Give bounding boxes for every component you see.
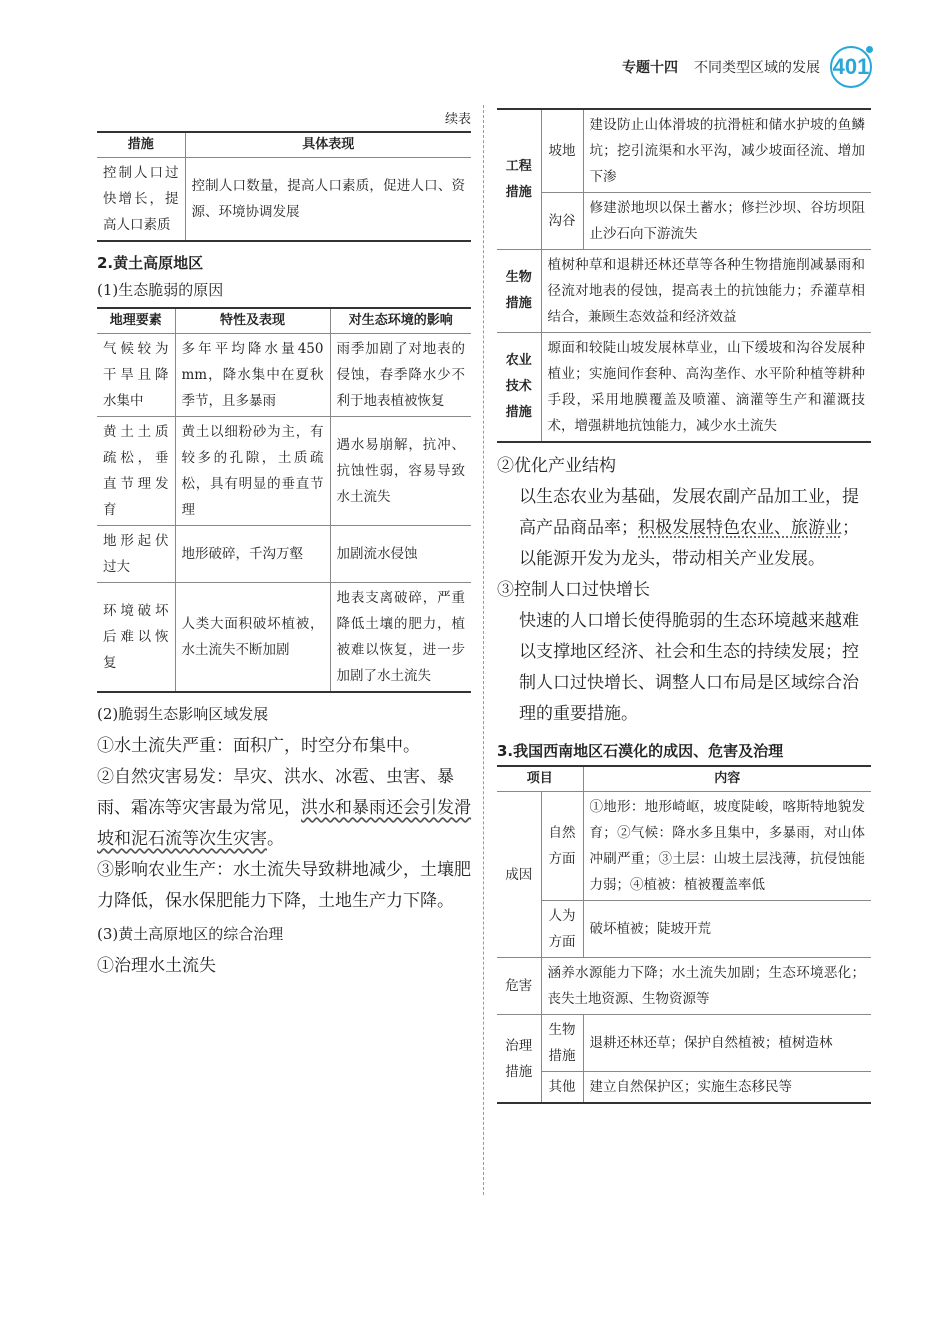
table-row bbox=[497, 193, 871, 250]
table-cell: 坡地 bbox=[541, 109, 583, 193]
table-row bbox=[497, 1072, 871, 1104]
table-cell: 塬面和较陡山坡发展林草业，山下缓坡和沟谷发展种植业；实施间作套种、高沟垄作、水平阶种植等耕种手段，采用地膜覆盖及喷灌、滴灌等生产和灌溉技术，增强耕地抗蚀能力，减少水土流失 bbox=[541, 333, 871, 443]
table-cell: 生物措施 bbox=[497, 250, 541, 333]
right-column bbox=[497, 108, 871, 1104]
table-cell: 人为方面 bbox=[541, 901, 583, 958]
table-cell: 多年平均降水量450 mm，降水集中在夏秋季节，且多暴雨 bbox=[175, 334, 330, 417]
table-row bbox=[97, 334, 471, 417]
table-cell: 加剧流水侵蚀 bbox=[330, 526, 471, 583]
table-row bbox=[497, 333, 871, 443]
table-cell: 危害 bbox=[497, 958, 541, 1015]
text-run: 。 bbox=[267, 829, 284, 849]
emphasis-text: 积极发展特色农业、旅游业 bbox=[638, 518, 842, 538]
table-cell: 环境破坏后难以恢复 bbox=[97, 583, 175, 693]
text-run: 以生态农业为基础，发展农副产品加工业，提高产品商品率； bbox=[519, 487, 859, 538]
table-cell: 地形破碎，千沟万壑 bbox=[175, 526, 330, 583]
col-header: 内容 bbox=[583, 766, 871, 792]
column-divider bbox=[483, 105, 484, 1195]
table-row bbox=[497, 1015, 871, 1072]
table-cell: ①地形：地形崎岖，坡度陡峻，喀斯特地貌发育；②气候：降水多且集中，多暴雨，对山体冲刷严重；③土层：山坡土层浅薄，抗侵蚀能力弱；④植被：植被覆盖率低 bbox=[583, 792, 871, 901]
rocky-desertification-table bbox=[497, 765, 871, 1104]
table-cell: 气候较为干旱且降水集中 bbox=[97, 334, 175, 417]
table-cell: 治理措施 bbox=[497, 1015, 541, 1104]
list-item bbox=[97, 762, 471, 855]
table-cell: 控制人口过快增长，提高人口素质 bbox=[97, 158, 185, 242]
table-cell: 雨季加剧了对地表的侵蚀，春季降水少不利于地表植被恢复 bbox=[330, 334, 471, 417]
table-cell: 涵养水源能力下降；水土流失加剧；生态环境恶化；丧失土地资源、生物资源等 bbox=[541, 958, 871, 1015]
paragraph bbox=[497, 482, 871, 575]
col-header: 对生态环境的影响 bbox=[330, 308, 471, 334]
section-heading: 2.黄土高原地区 bbox=[97, 254, 204, 272]
col-header: 具体表现 bbox=[185, 132, 471, 158]
section-heading: 3.我国西南地区石漠化的成因、危害及治理 bbox=[497, 742, 784, 760]
table-cell: 建设防止山体滑坡的抗滑桩和储水护坡的鱼鳞坑；挖引流渠和水平沟，减少坡面径流、增加下渗 bbox=[583, 109, 871, 193]
paragraph: 快速的人口增长使得脆弱的生态环境越来越难以支撑地区经济、社会和生态的持续发展；控制人口过快增长、调整人口布局是区域综合治理的重要措施。 bbox=[519, 611, 859, 724]
list-item: ②优化产业结构 bbox=[497, 456, 616, 476]
table-row bbox=[97, 583, 471, 693]
col-header: 项目 bbox=[497, 766, 583, 792]
topic-label: 专题十四 bbox=[622, 60, 678, 76]
col-header: 地理要素 bbox=[97, 308, 175, 334]
left-column bbox=[97, 108, 471, 982]
table-cell: 黄土土质疏松，垂直节理发育 bbox=[97, 417, 175, 526]
soil-erosion-measures-table bbox=[497, 108, 871, 443]
fragility-causes-table bbox=[97, 307, 471, 693]
list-item: ①水土流失严重：面积广，时空分布集中。 bbox=[97, 736, 420, 756]
text-run: ；以能源开发为龙头，带动相关产业发展。 bbox=[519, 518, 859, 569]
text-run: ②自然灾害易发：旱灾、洪水、冰雹、虫害、暴雨、霜冻等灾害最为常见， bbox=[97, 767, 454, 818]
chapter-title: 不同类型区域的发展 bbox=[694, 60, 820, 76]
table-row bbox=[97, 417, 471, 526]
table-cell: 退耕还林还草；保护自然植被；植树造林 bbox=[583, 1015, 871, 1072]
table-cell: 沟谷 bbox=[541, 193, 583, 250]
list-item: ③控制人口过快增长 bbox=[497, 580, 650, 600]
table-cell: 其他 bbox=[541, 1072, 583, 1104]
measures-table-continued bbox=[97, 131, 471, 242]
table-cell: 农业技术措施 bbox=[497, 333, 541, 443]
subsection-heading: (1)生态脆弱的原因 bbox=[97, 281, 224, 299]
subsection-heading: (2)脆弱生态影响区域发展 bbox=[97, 705, 269, 723]
table-cell: 修建淤地坝以保土蓄水；修拦沙坝、谷坊坝阻止沙石向下游流失 bbox=[583, 193, 871, 250]
table-cell: 工程措施 bbox=[497, 109, 541, 250]
table-row bbox=[97, 526, 471, 583]
table-cell: 成因 bbox=[497, 792, 541, 958]
col-header: 特性及表现 bbox=[175, 308, 330, 334]
emphasis-text: 洪水和暴雨还会引发滑坡和泥石流等次生灾害 bbox=[97, 798, 471, 849]
table-row bbox=[497, 958, 871, 1015]
list-item: ①治理水土流失 bbox=[97, 956, 216, 976]
table-cell: 地表支离破碎，严重降低土壤的肥力，植被难以恢复，进一步加剧了水土流失 bbox=[330, 583, 471, 693]
table-row bbox=[497, 901, 871, 958]
table-row bbox=[497, 109, 871, 193]
table-cell: 地形起伏过大 bbox=[97, 526, 175, 583]
table-row bbox=[497, 250, 871, 333]
continued-label: 续表 bbox=[444, 112, 471, 127]
page-header bbox=[622, 46, 872, 88]
page-number: 401 bbox=[830, 46, 872, 88]
table-cell: 控制人口数量，提高人口素质，促进人口、资源、环境协调发展 bbox=[185, 158, 471, 242]
table-cell: 建立自然保护区；实施生态移民等 bbox=[583, 1072, 871, 1104]
list-item: ③影响农业生产：水土流失导致耕地减少，土壤肥力降低，保水保肥能力下降，土地生产力下降。 bbox=[97, 860, 471, 911]
table-cell: 植树种草和退耕还林还草等各种生物措施削减暴雨和径流对地表的侵蚀，提高表土的抗蚀能力；乔灌草相结合，兼顾生态效益和经济效益 bbox=[541, 250, 871, 333]
table-cell: 遇水易崩解，抗冲、抗蚀性弱，容易导致水土流失 bbox=[330, 417, 471, 526]
table-cell: 自然方面 bbox=[541, 792, 583, 901]
table-cell: 生物措施 bbox=[541, 1015, 583, 1072]
table-cell: 破坏植被；陡坡开荒 bbox=[583, 901, 871, 958]
col-header: 措施 bbox=[97, 132, 185, 158]
table-row bbox=[497, 792, 871, 901]
subsection-heading: (3)黄土高原地区的综合治理 bbox=[97, 925, 284, 943]
table-cell: 人类大面积破坏植被，水土流失不断加剧 bbox=[175, 583, 330, 693]
table-cell: 黄土以细粉砂为主，有较多的孔隙，土质疏松，具有明显的垂直节理 bbox=[175, 417, 330, 526]
